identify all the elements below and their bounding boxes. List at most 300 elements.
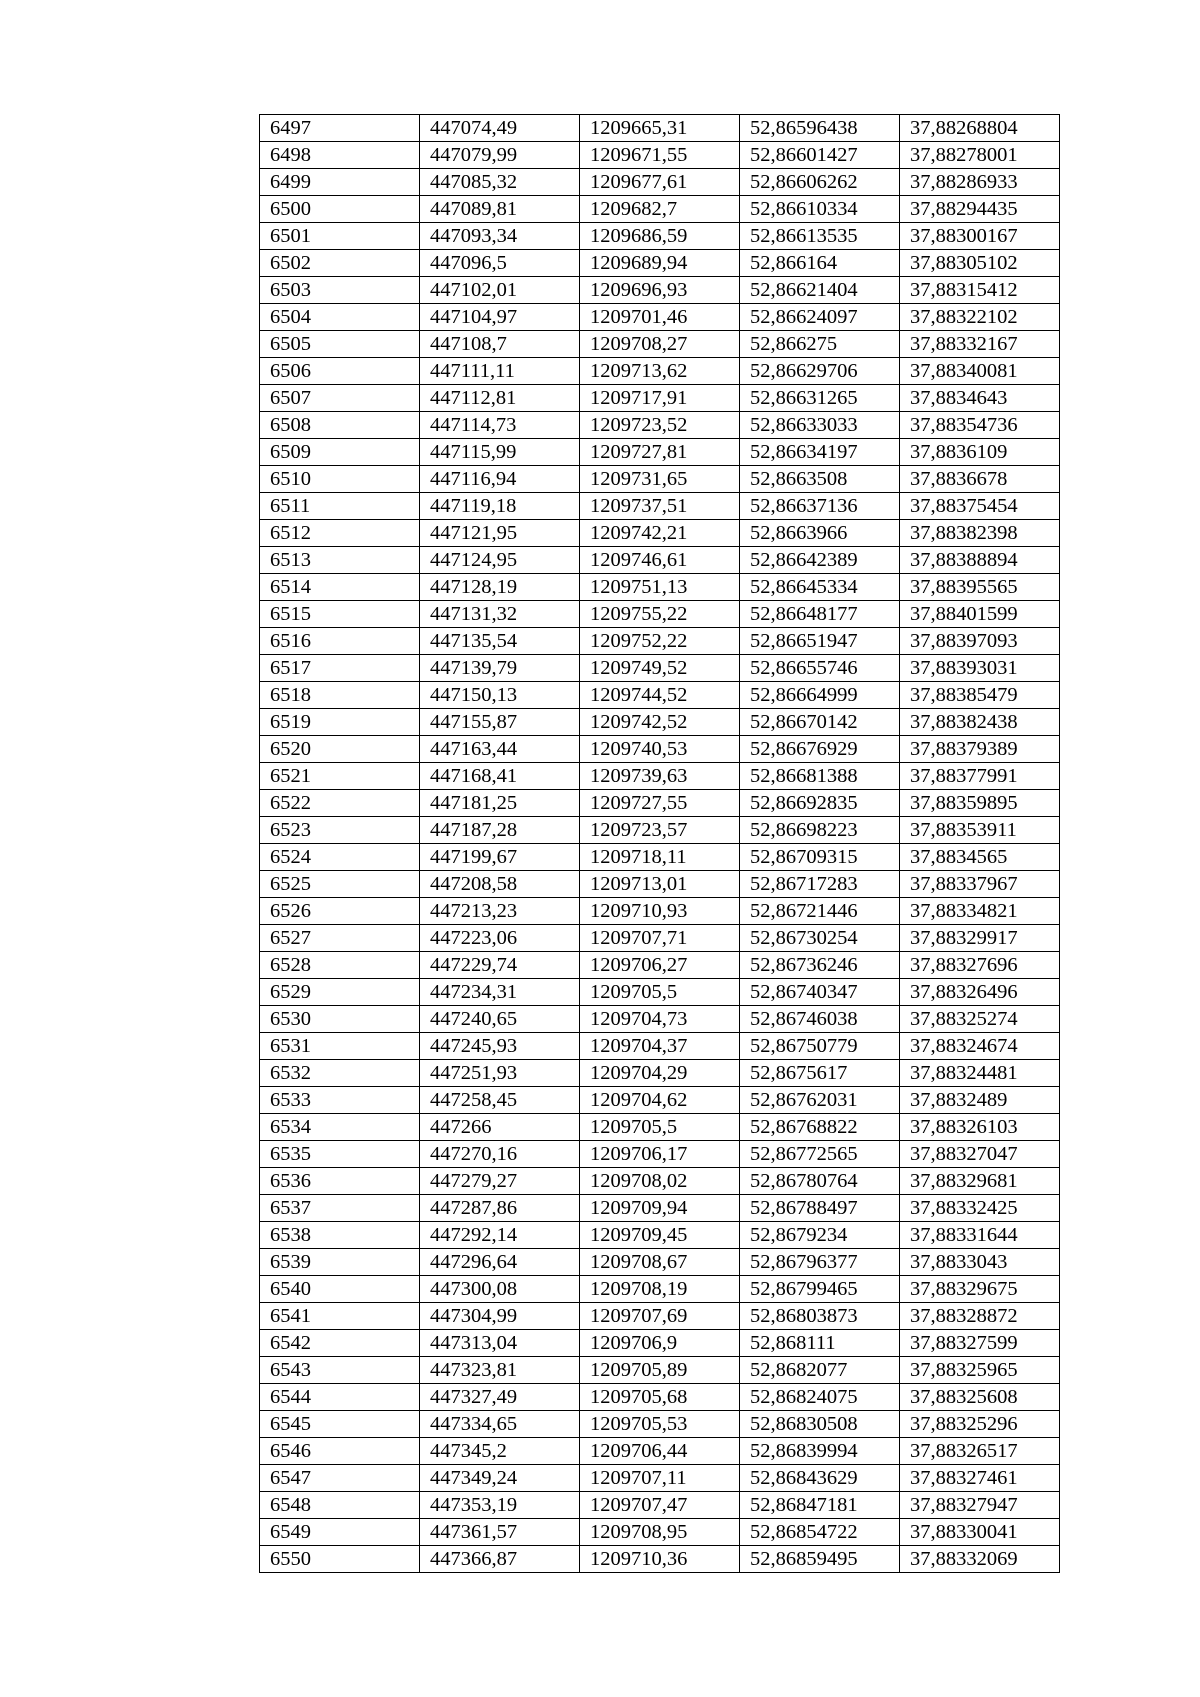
- y-coordinate-cell: 1209749,52: [580, 655, 740, 682]
- longitude-cell: 37,88334821: [900, 898, 1060, 925]
- latitude-cell: 52,86721446: [740, 898, 900, 925]
- latitude-cell: 52,86796377: [740, 1249, 900, 1276]
- longitude-cell: 37,88326103: [900, 1114, 1060, 1141]
- latitude-cell: 52,86859495: [740, 1546, 900, 1573]
- x-coordinate-cell: 447240,65: [420, 1006, 580, 1033]
- latitude-cell: 52,86629706: [740, 358, 900, 385]
- point-number-cell: 6502: [260, 250, 420, 277]
- x-coordinate-cell: 447345,2: [420, 1438, 580, 1465]
- x-coordinate-cell: 447079,99: [420, 142, 580, 169]
- point-number-cell: 6518: [260, 682, 420, 709]
- point-number-cell: 6503: [260, 277, 420, 304]
- latitude-cell: 52,86692835: [740, 790, 900, 817]
- table-row: [260, 142, 1060, 169]
- table-row: [260, 1276, 1060, 1303]
- longitude-cell: 37,88385479: [900, 682, 1060, 709]
- y-coordinate-cell: 1209723,57: [580, 817, 740, 844]
- latitude-cell: 52,86601427: [740, 142, 900, 169]
- point-number-cell: 6514: [260, 574, 420, 601]
- point-number-cell: 6531: [260, 1033, 420, 1060]
- table-row: [260, 601, 1060, 628]
- y-coordinate-cell: 1209704,37: [580, 1033, 740, 1060]
- table-row: [260, 844, 1060, 871]
- y-coordinate-cell: 1209705,5: [580, 1114, 740, 1141]
- y-coordinate-cell: 1209742,52: [580, 709, 740, 736]
- point-number-cell: 6520: [260, 736, 420, 763]
- latitude-cell: 52,86772565: [740, 1141, 900, 1168]
- x-coordinate-cell: 447234,31: [420, 979, 580, 1006]
- x-coordinate-cell: 447121,95: [420, 520, 580, 547]
- x-coordinate-cell: 447353,19: [420, 1492, 580, 1519]
- x-coordinate-cell: 447181,25: [420, 790, 580, 817]
- y-coordinate-cell: 1209723,52: [580, 412, 740, 439]
- point-number-cell: 6522: [260, 790, 420, 817]
- y-coordinate-cell: 1209710,36: [580, 1546, 740, 1573]
- latitude-cell: 52,8682077: [740, 1357, 900, 1384]
- y-coordinate-cell: 1209682,7: [580, 196, 740, 223]
- latitude-cell: 52,86642389: [740, 547, 900, 574]
- table-row: [260, 1141, 1060, 1168]
- x-coordinate-cell: 447327,49: [420, 1384, 580, 1411]
- y-coordinate-cell: 1209709,94: [580, 1195, 740, 1222]
- point-number-cell: 6500: [260, 196, 420, 223]
- y-coordinate-cell: 1209704,73: [580, 1006, 740, 1033]
- longitude-cell: 37,88327947: [900, 1492, 1060, 1519]
- longitude-cell: 37,88332069: [900, 1546, 1060, 1573]
- point-number-cell: 6542: [260, 1330, 420, 1357]
- point-number-cell: 6540: [260, 1276, 420, 1303]
- longitude-cell: 37,88294435: [900, 196, 1060, 223]
- longitude-cell: 37,88379389: [900, 736, 1060, 763]
- x-coordinate-cell: 447163,44: [420, 736, 580, 763]
- x-coordinate-cell: 447199,67: [420, 844, 580, 871]
- latitude-cell: 52,86750779: [740, 1033, 900, 1060]
- latitude-cell: 52,86854722: [740, 1519, 900, 1546]
- x-coordinate-cell: 447102,01: [420, 277, 580, 304]
- longitude-cell: 37,88327696: [900, 952, 1060, 979]
- x-coordinate-cell: 447139,79: [420, 655, 580, 682]
- table-row: [260, 655, 1060, 682]
- y-coordinate-cell: 1209706,17: [580, 1141, 740, 1168]
- point-number-cell: 6548: [260, 1492, 420, 1519]
- longitude-cell: 37,8833043: [900, 1249, 1060, 1276]
- y-coordinate-cell: 1209713,01: [580, 871, 740, 898]
- latitude-cell: 52,86606262: [740, 169, 900, 196]
- y-coordinate-cell: 1209751,13: [580, 574, 740, 601]
- x-coordinate-cell: 447124,95: [420, 547, 580, 574]
- table-row: [260, 196, 1060, 223]
- point-number-cell: 6516: [260, 628, 420, 655]
- table-row: [260, 925, 1060, 952]
- y-coordinate-cell: 1209686,59: [580, 223, 740, 250]
- longitude-cell: 37,88397093: [900, 628, 1060, 655]
- y-coordinate-cell: 1209717,91: [580, 385, 740, 412]
- longitude-cell: 37,8836109: [900, 439, 1060, 466]
- x-coordinate-cell: 447323,81: [420, 1357, 580, 1384]
- point-number-cell: 6504: [260, 304, 420, 331]
- x-coordinate-cell: 447104,97: [420, 304, 580, 331]
- y-coordinate-cell: 1209705,89: [580, 1357, 740, 1384]
- x-coordinate-cell: 447292,14: [420, 1222, 580, 1249]
- y-coordinate-cell: 1209742,21: [580, 520, 740, 547]
- point-number-cell: 6534: [260, 1114, 420, 1141]
- point-number-cell: 6507: [260, 385, 420, 412]
- y-coordinate-cell: 1209755,22: [580, 601, 740, 628]
- table-row: [260, 1438, 1060, 1465]
- latitude-cell: 52,86780764: [740, 1168, 900, 1195]
- point-number-cell: 6506: [260, 358, 420, 385]
- point-number-cell: 6541: [260, 1303, 420, 1330]
- latitude-cell: 52,86670142: [740, 709, 900, 736]
- latitude-cell: 52,86736246: [740, 952, 900, 979]
- point-number-cell: 6508: [260, 412, 420, 439]
- table-row: [260, 1195, 1060, 1222]
- x-coordinate-cell: 447270,16: [420, 1141, 580, 1168]
- point-number-cell: 6532: [260, 1060, 420, 1087]
- x-coordinate-cell: 447119,18: [420, 493, 580, 520]
- latitude-cell: 52,86651947: [740, 628, 900, 655]
- y-coordinate-cell: 1209739,63: [580, 763, 740, 790]
- y-coordinate-cell: 1209707,11: [580, 1465, 740, 1492]
- x-coordinate-cell: 447229,74: [420, 952, 580, 979]
- latitude-cell: 52,86830508: [740, 1411, 900, 1438]
- x-coordinate-cell: 447168,41: [420, 763, 580, 790]
- latitude-cell: 52,86847181: [740, 1492, 900, 1519]
- longitude-cell: 37,8832489: [900, 1087, 1060, 1114]
- longitude-cell: 37,88324481: [900, 1060, 1060, 1087]
- longitude-cell: 37,88395565: [900, 574, 1060, 601]
- table-row: [260, 493, 1060, 520]
- longitude-cell: 37,88328872: [900, 1303, 1060, 1330]
- x-coordinate-cell: 447114,73: [420, 412, 580, 439]
- longitude-cell: 37,88340081: [900, 358, 1060, 385]
- latitude-cell: 52,86621404: [740, 277, 900, 304]
- longitude-cell: 37,8834565: [900, 844, 1060, 871]
- y-coordinate-cell: 1209689,94: [580, 250, 740, 277]
- x-coordinate-cell: 447366,87: [420, 1546, 580, 1573]
- y-coordinate-cell: 1209709,45: [580, 1222, 740, 1249]
- y-coordinate-cell: 1209701,46: [580, 304, 740, 331]
- table-row: [260, 223, 1060, 250]
- longitude-cell: 37,88382438: [900, 709, 1060, 736]
- latitude-cell: 52,8663966: [740, 520, 900, 547]
- latitude-cell: 52,86610334: [740, 196, 900, 223]
- y-coordinate-cell: 1209718,11: [580, 844, 740, 871]
- latitude-cell: 52,86676929: [740, 736, 900, 763]
- longitude-cell: 37,88278001: [900, 142, 1060, 169]
- y-coordinate-cell: 1209708,19: [580, 1276, 740, 1303]
- latitude-cell: 52,8663508: [740, 466, 900, 493]
- point-number-cell: 6499: [260, 169, 420, 196]
- y-coordinate-cell: 1209705,68: [580, 1384, 740, 1411]
- y-coordinate-cell: 1209706,44: [580, 1438, 740, 1465]
- y-coordinate-cell: 1209705,53: [580, 1411, 740, 1438]
- point-number-cell: 6525: [260, 871, 420, 898]
- point-number-cell: 6539: [260, 1249, 420, 1276]
- point-number-cell: 6529: [260, 979, 420, 1006]
- x-coordinate-cell: 447074,49: [420, 115, 580, 142]
- x-coordinate-cell: 447208,58: [420, 871, 580, 898]
- latitude-cell: 52,86839994: [740, 1438, 900, 1465]
- x-coordinate-cell: 447187,28: [420, 817, 580, 844]
- longitude-cell: 37,88393031: [900, 655, 1060, 682]
- x-coordinate-cell: 447155,87: [420, 709, 580, 736]
- x-coordinate-cell: 447115,99: [420, 439, 580, 466]
- x-coordinate-cell: 447131,32: [420, 601, 580, 628]
- table-row: [260, 466, 1060, 493]
- table-row: [260, 790, 1060, 817]
- x-coordinate-cell: 447258,45: [420, 1087, 580, 1114]
- latitude-cell: 52,86633033: [740, 412, 900, 439]
- x-coordinate-cell: 447135,54: [420, 628, 580, 655]
- y-coordinate-cell: 1209708,02: [580, 1168, 740, 1195]
- table-row: [260, 898, 1060, 925]
- longitude-cell: 37,88353911: [900, 817, 1060, 844]
- table-row: [260, 709, 1060, 736]
- x-coordinate-cell: 447266: [420, 1114, 580, 1141]
- x-coordinate-cell: 447296,64: [420, 1249, 580, 1276]
- y-coordinate-cell: 1209713,62: [580, 358, 740, 385]
- table-row: [260, 1330, 1060, 1357]
- y-coordinate-cell: 1209705,5: [580, 979, 740, 1006]
- point-number-cell: 6530: [260, 1006, 420, 1033]
- y-coordinate-cell: 1209706,27: [580, 952, 740, 979]
- latitude-cell: 52,86709315: [740, 844, 900, 871]
- latitude-cell: 52,86730254: [740, 925, 900, 952]
- y-coordinate-cell: 1209746,61: [580, 547, 740, 574]
- latitude-cell: 52,86631265: [740, 385, 900, 412]
- table-row: [260, 1168, 1060, 1195]
- latitude-cell: 52,86768822: [740, 1114, 900, 1141]
- x-coordinate-cell: 447116,94: [420, 466, 580, 493]
- longitude-cell: 37,88300167: [900, 223, 1060, 250]
- table-row: [260, 1519, 1060, 1546]
- y-coordinate-cell: 1209665,31: [580, 115, 740, 142]
- table-row: [260, 331, 1060, 358]
- x-coordinate-cell: 447287,86: [420, 1195, 580, 1222]
- point-number-cell: 6501: [260, 223, 420, 250]
- x-coordinate-cell: 447349,24: [420, 1465, 580, 1492]
- x-coordinate-cell: 447096,5: [420, 250, 580, 277]
- table-row: [260, 979, 1060, 1006]
- y-coordinate-cell: 1209707,69: [580, 1303, 740, 1330]
- point-number-cell: 6513: [260, 547, 420, 574]
- x-coordinate-cell: 447213,23: [420, 898, 580, 925]
- table-row: [260, 1249, 1060, 1276]
- latitude-cell: 52,86824075: [740, 1384, 900, 1411]
- point-number-cell: 6543: [260, 1357, 420, 1384]
- latitude-cell: 52,86843629: [740, 1465, 900, 1492]
- longitude-cell: 37,88326496: [900, 979, 1060, 1006]
- point-number-cell: 6511: [260, 493, 420, 520]
- latitude-cell: 52,86624097: [740, 304, 900, 331]
- longitude-cell: 37,88332167: [900, 331, 1060, 358]
- point-number-cell: 6527: [260, 925, 420, 952]
- longitude-cell: 37,88329681: [900, 1168, 1060, 1195]
- longitude-cell: 37,88388894: [900, 547, 1060, 574]
- point-number-cell: 6538: [260, 1222, 420, 1249]
- y-coordinate-cell: 1209708,67: [580, 1249, 740, 1276]
- latitude-cell: 52,86613535: [740, 223, 900, 250]
- y-coordinate-cell: 1209727,55: [580, 790, 740, 817]
- latitude-cell: 52,86681388: [740, 763, 900, 790]
- table-row: [260, 169, 1060, 196]
- x-coordinate-cell: 447361,57: [420, 1519, 580, 1546]
- longitude-cell: 37,88326517: [900, 1438, 1060, 1465]
- point-number-cell: 6545: [260, 1411, 420, 1438]
- longitude-cell: 37,88268804: [900, 115, 1060, 142]
- x-coordinate-cell: 447279,27: [420, 1168, 580, 1195]
- y-coordinate-cell: 1209704,62: [580, 1087, 740, 1114]
- longitude-cell: 37,88329917: [900, 925, 1060, 952]
- y-coordinate-cell: 1209706,9: [580, 1330, 740, 1357]
- latitude-cell: 52,86788497: [740, 1195, 900, 1222]
- table-row: [260, 358, 1060, 385]
- x-coordinate-cell: 447150,13: [420, 682, 580, 709]
- coordinates-table: [259, 114, 1060, 1573]
- latitude-cell: 52,86648177: [740, 601, 900, 628]
- longitude-cell: 37,88325965: [900, 1357, 1060, 1384]
- point-number-cell: 6498: [260, 142, 420, 169]
- x-coordinate-cell: 447128,19: [420, 574, 580, 601]
- longitude-cell: 37,88325274: [900, 1006, 1060, 1033]
- point-number-cell: 6512: [260, 520, 420, 547]
- x-coordinate-cell: 447112,81: [420, 385, 580, 412]
- longitude-cell: 37,8836678: [900, 466, 1060, 493]
- longitude-cell: 37,88332425: [900, 1195, 1060, 1222]
- longitude-cell: 37,88327461: [900, 1465, 1060, 1492]
- longitude-cell: 37,88359895: [900, 790, 1060, 817]
- point-number-cell: 6535: [260, 1141, 420, 1168]
- longitude-cell: 37,88382398: [900, 520, 1060, 547]
- point-number-cell: 6510: [260, 466, 420, 493]
- latitude-cell: 52,86645334: [740, 574, 900, 601]
- table-row: [260, 817, 1060, 844]
- point-number-cell: 6526: [260, 898, 420, 925]
- longitude-cell: 37,88375454: [900, 493, 1060, 520]
- y-coordinate-cell: 1209707,47: [580, 1492, 740, 1519]
- point-number-cell: 6509: [260, 439, 420, 466]
- longitude-cell: 37,8834643: [900, 385, 1060, 412]
- y-coordinate-cell: 1209737,51: [580, 493, 740, 520]
- table-row: [260, 1060, 1060, 1087]
- latitude-cell: 52,8679234: [740, 1222, 900, 1249]
- table-row: [260, 1357, 1060, 1384]
- longitude-cell: 37,88329675: [900, 1276, 1060, 1303]
- table-row: [260, 439, 1060, 466]
- x-coordinate-cell: 447223,06: [420, 925, 580, 952]
- point-number-cell: 6523: [260, 817, 420, 844]
- point-number-cell: 6533: [260, 1087, 420, 1114]
- x-coordinate-cell: 447334,65: [420, 1411, 580, 1438]
- longitude-cell: 37,88322102: [900, 304, 1060, 331]
- x-coordinate-cell: 447245,93: [420, 1033, 580, 1060]
- table-row: [260, 1492, 1060, 1519]
- table-row: [260, 1303, 1060, 1330]
- point-number-cell: 6550: [260, 1546, 420, 1573]
- point-number-cell: 6517: [260, 655, 420, 682]
- longitude-cell: 37,88325608: [900, 1384, 1060, 1411]
- point-number-cell: 6544: [260, 1384, 420, 1411]
- longitude-cell: 37,88327047: [900, 1141, 1060, 1168]
- y-coordinate-cell: 1209707,71: [580, 925, 740, 952]
- latitude-cell: 52,86746038: [740, 1006, 900, 1033]
- latitude-cell: 52,86717283: [740, 871, 900, 898]
- longitude-cell: 37,88330041: [900, 1519, 1060, 1546]
- x-coordinate-cell: 447085,32: [420, 169, 580, 196]
- point-number-cell: 6537: [260, 1195, 420, 1222]
- longitude-cell: 37,88331644: [900, 1222, 1060, 1249]
- y-coordinate-cell: 1209677,61: [580, 169, 740, 196]
- y-coordinate-cell: 1209710,93: [580, 898, 740, 925]
- table-row: [260, 1465, 1060, 1492]
- table-row: [260, 412, 1060, 439]
- table-row: [260, 628, 1060, 655]
- longitude-cell: 37,88354736: [900, 412, 1060, 439]
- table-row: [260, 1114, 1060, 1141]
- point-number-cell: 6547: [260, 1465, 420, 1492]
- y-coordinate-cell: 1209731,65: [580, 466, 740, 493]
- x-coordinate-cell: 447089,81: [420, 196, 580, 223]
- table-row: [260, 1033, 1060, 1060]
- latitude-cell: 52,86637136: [740, 493, 900, 520]
- point-number-cell: 6546: [260, 1438, 420, 1465]
- longitude-cell: 37,88286933: [900, 169, 1060, 196]
- latitude-cell: 52,86596438: [740, 115, 900, 142]
- longitude-cell: 37,88327599: [900, 1330, 1060, 1357]
- y-coordinate-cell: 1209696,93: [580, 277, 740, 304]
- longitude-cell: 37,88337967: [900, 871, 1060, 898]
- table-row: [260, 385, 1060, 412]
- table-row: [260, 304, 1060, 331]
- table-row: [260, 250, 1060, 277]
- point-number-cell: 6505: [260, 331, 420, 358]
- x-coordinate-cell: 447300,08: [420, 1276, 580, 1303]
- longitude-cell: 37,88377991: [900, 763, 1060, 790]
- table-row: [260, 736, 1060, 763]
- y-coordinate-cell: 1209671,55: [580, 142, 740, 169]
- point-number-cell: 6519: [260, 709, 420, 736]
- table-body: [260, 115, 1060, 1573]
- latitude-cell: 52,86664999: [740, 682, 900, 709]
- longitude-cell: 37,88324674: [900, 1033, 1060, 1060]
- x-coordinate-cell: 447111,11: [420, 358, 580, 385]
- table-row: [260, 520, 1060, 547]
- table-row: [260, 1087, 1060, 1114]
- table-row: [260, 1006, 1060, 1033]
- latitude-cell: 52,86655746: [740, 655, 900, 682]
- table-row: [260, 952, 1060, 979]
- point-number-cell: 6515: [260, 601, 420, 628]
- latitude-cell: 52,866275: [740, 331, 900, 358]
- longitude-cell: 37,88305102: [900, 250, 1060, 277]
- latitude-cell: 52,86762031: [740, 1087, 900, 1114]
- x-coordinate-cell: 447251,93: [420, 1060, 580, 1087]
- table-row: [260, 1546, 1060, 1573]
- y-coordinate-cell: 1209752,22: [580, 628, 740, 655]
- y-coordinate-cell: 1209727,81: [580, 439, 740, 466]
- table-row: [260, 115, 1060, 142]
- latitude-cell: 52,868111: [740, 1330, 900, 1357]
- table-row: [260, 1222, 1060, 1249]
- latitude-cell: 52,866164: [740, 250, 900, 277]
- y-coordinate-cell: 1209708,27: [580, 331, 740, 358]
- latitude-cell: 52,86698223: [740, 817, 900, 844]
- point-number-cell: 6497: [260, 115, 420, 142]
- latitude-cell: 52,86740347: [740, 979, 900, 1006]
- latitude-cell: 52,86634197: [740, 439, 900, 466]
- latitude-cell: 52,8675617: [740, 1060, 900, 1087]
